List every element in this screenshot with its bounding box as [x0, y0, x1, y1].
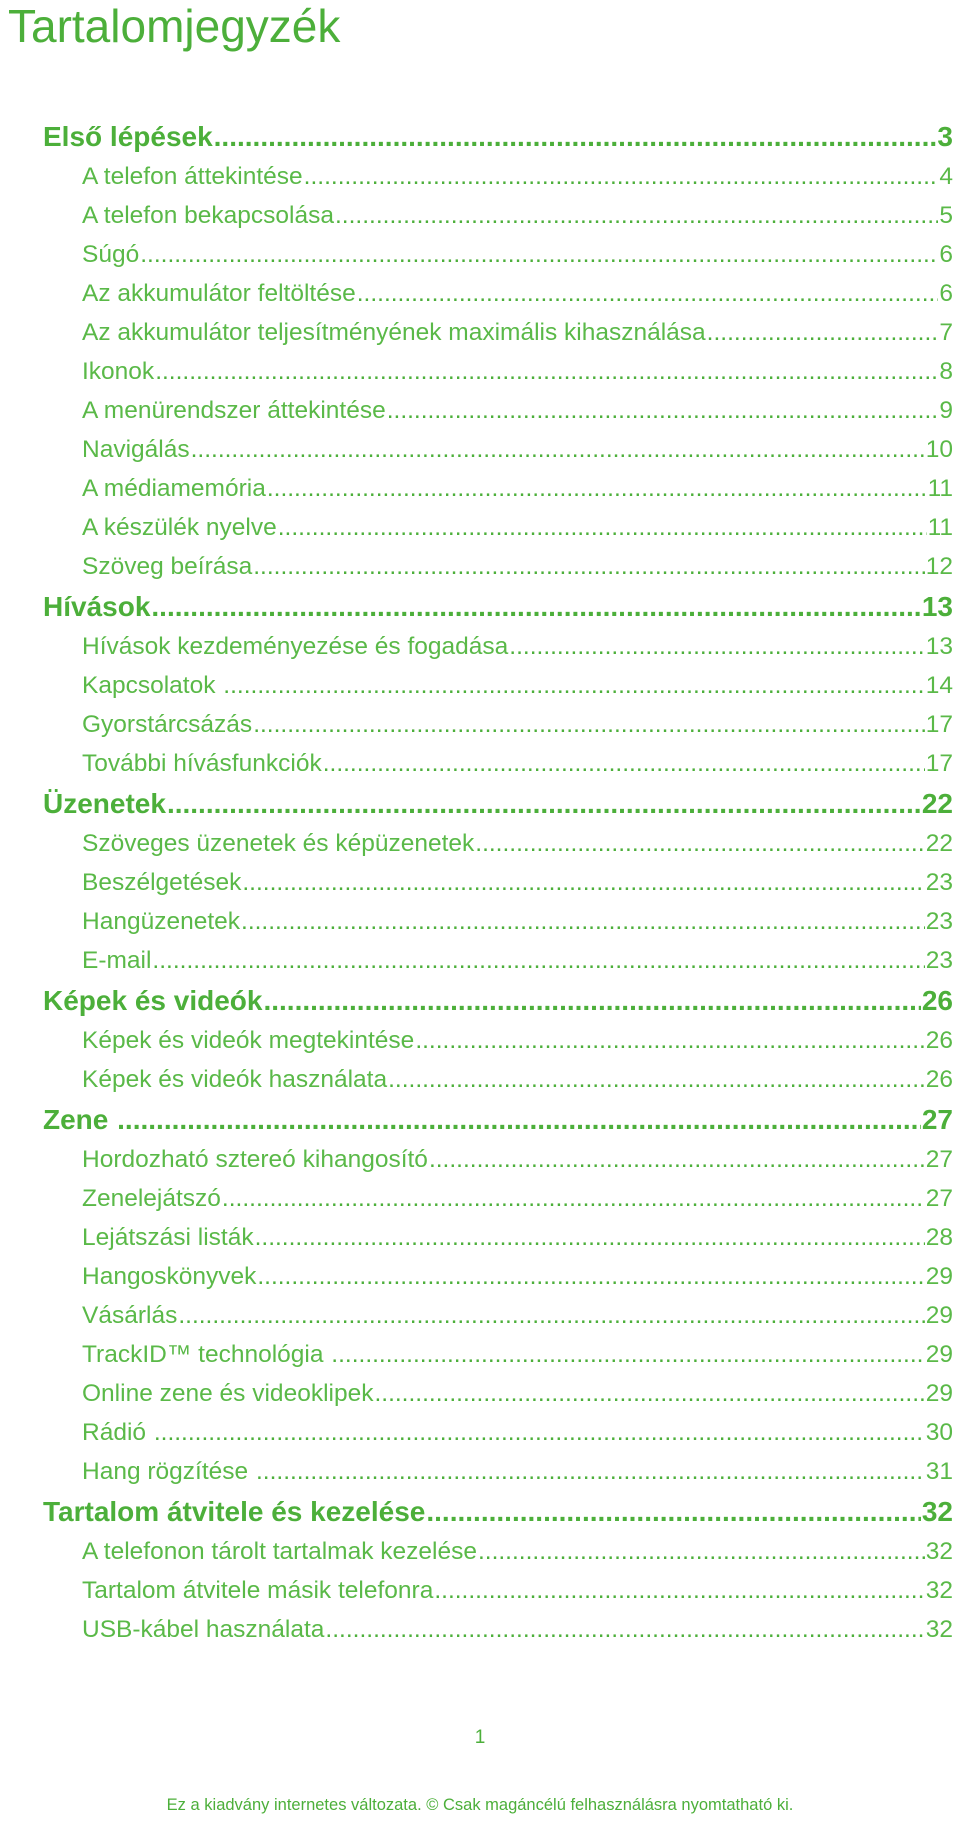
toc-entry-page-number: 5	[939, 202, 953, 229]
toc-entry-title: Hangoskönyvek	[82, 1263, 257, 1290]
toc-entry-title: Kapcsolatok	[82, 672, 223, 699]
toc-entry-page-number: 32	[925, 1616, 953, 1643]
dot-leader	[509, 627, 924, 666]
toc-subsection-entry[interactable]	[43, 1257, 953, 1296]
toc-entry-title: Gyorstárcsázás	[82, 711, 253, 738]
toc-subsection-entry[interactable]	[43, 391, 953, 430]
toc-entry-page-number: 32	[925, 1538, 953, 1565]
dot-leader	[374, 1374, 924, 1413]
dot-leader	[325, 1610, 924, 1649]
toc-entry-page-number: 6	[939, 241, 953, 268]
toc-entry-title: A médiamemória	[82, 475, 266, 502]
toc-entry-page-number: 13	[925, 633, 953, 660]
toc-entry-page-number: 3	[937, 121, 953, 152]
footer-note: Ez a kiadvány internetes változata. © Csak magáncélú felhasználásra nyomtatható ki.	[166, 1796, 794, 1814]
toc-entry-title: Navigálás	[82, 436, 190, 463]
dot-leader	[387, 391, 939, 430]
dot-leader	[155, 352, 938, 391]
toc-subsection-entry[interactable]	[43, 1296, 953, 1335]
toc-subsection-entry[interactable]	[43, 666, 953, 705]
toc-subsection-entry[interactable]	[43, 1140, 953, 1179]
toc-section-entry[interactable]	[43, 783, 953, 824]
toc-entry-title: Az akkumulátor feltöltése	[82, 280, 356, 307]
toc-entry-page-number: 28	[925, 1224, 953, 1251]
dot-leader	[257, 1257, 924, 1296]
toc-entry-title: Üzenetek	[43, 788, 166, 819]
toc-subsection-entry[interactable]	[43, 196, 953, 235]
dot-leader	[214, 116, 937, 157]
toc-entry-title: A telefonon tárolt tartalmak kezelése	[82, 1538, 477, 1565]
toc-entry-page-number: 14	[925, 672, 953, 699]
dot-leader	[707, 313, 939, 352]
dot-leader	[323, 744, 925, 783]
toc-entry-page-number: 22	[921, 788, 953, 819]
dot-leader	[117, 1099, 921, 1140]
toc-entry-title: Képek és videók	[43, 985, 263, 1016]
dot-leader	[223, 666, 924, 705]
toc-entry-title: Az akkumulátor teljesítményének maximális kihasználása	[82, 319, 706, 346]
toc-subsection-entry[interactable]	[43, 744, 953, 783]
toc-entry-title: Hangüzenetek	[82, 908, 241, 935]
toc-section-entry[interactable]	[43, 1099, 953, 1140]
toc-entry-page-number: 29	[925, 1302, 953, 1329]
toc-entry-title: Rádió	[82, 1419, 153, 1446]
toc-subsection-entry[interactable]	[43, 1179, 953, 1218]
toc-entry-title: E-mail	[82, 947, 152, 974]
toc-subsection-entry[interactable]	[43, 508, 953, 547]
dot-leader	[222, 1179, 925, 1218]
toc-entry-page-number: 27	[925, 1185, 953, 1212]
toc-entry-title: Lejátszási listák	[82, 1224, 254, 1251]
dot-leader	[154, 1413, 925, 1452]
toc-entry-title: Ikonok	[82, 358, 155, 385]
toc-subsection-entry[interactable]	[43, 313, 953, 352]
toc-entry-title: Tartalom átvitele és kezelése	[43, 1496, 426, 1527]
dot-leader	[241, 902, 925, 941]
toc-entry-page-number: 11	[927, 475, 953, 502]
toc-entry-page-number: 30	[925, 1419, 953, 1446]
toc-entry-title: További hívásfunkciók	[82, 750, 322, 777]
dot-leader	[415, 1021, 924, 1060]
toc-entry-page-number: 6	[939, 280, 953, 307]
page-title: Tartalomjegyzék	[8, 0, 341, 52]
toc-entry-title: Beszélgetések	[82, 869, 242, 896]
toc-entry-page-number: 27	[925, 1146, 953, 1173]
dot-leader	[253, 705, 925, 744]
toc-subsection-entry[interactable]	[43, 902, 953, 941]
toc-entry-title: Képek és videók megtekintése	[82, 1027, 415, 1054]
toc-entry-title: Első lépések	[43, 121, 213, 152]
toc-entry-title: Tartalom átvitele másik telefonra	[82, 1577, 434, 1604]
dot-leader	[152, 941, 924, 980]
toc-subsection-entry[interactable]	[43, 1335, 953, 1374]
dot-leader	[178, 1296, 924, 1335]
toc-entry-title: Szöveg beírása	[82, 553, 253, 580]
toc-entry-page-number: 17	[925, 750, 953, 777]
toc-entry-page-number: 23	[925, 869, 953, 896]
dot-leader	[140, 235, 938, 274]
toc-section-entry[interactable]	[43, 116, 953, 157]
toc-subsection-entry[interactable]	[43, 1021, 953, 1060]
toc-entry-page-number: 4	[939, 163, 953, 190]
toc-entry-page-number: 23	[925, 947, 953, 974]
toc-subsection-entry[interactable]	[43, 1060, 953, 1099]
toc-subsection-entry[interactable]	[43, 941, 953, 980]
toc-subsection-entry[interactable]	[43, 627, 953, 666]
dot-leader	[167, 783, 921, 824]
toc-entry-title: Hívások kezdeményezése és fogadása	[82, 633, 509, 660]
toc-subsection-entry[interactable]	[43, 1532, 953, 1571]
toc-subsection-entry[interactable]	[43, 235, 953, 274]
toc-entry-page-number: 13	[921, 591, 953, 622]
toc-section-entry[interactable]	[43, 586, 953, 627]
dot-leader	[475, 824, 924, 863]
toc-entry-title: Képek és videók használata	[82, 1066, 388, 1093]
toc-entry-page-number: 22	[925, 830, 953, 857]
toc-entry-page-number: 26	[921, 985, 953, 1016]
toc-entry-page-number: 17	[925, 711, 953, 738]
toc-entry-page-number: 12	[925, 553, 953, 580]
dot-leader	[426, 1491, 920, 1532]
toc-subsection-entry[interactable]	[43, 705, 953, 744]
toc-subsection-entry[interactable]	[43, 547, 953, 586]
toc-entry-page-number: 27	[921, 1104, 953, 1135]
dot-leader	[255, 1218, 925, 1257]
toc-subsection-entry[interactable]	[43, 1610, 953, 1649]
toc-entry-title: Súgó	[82, 241, 140, 268]
dot-leader	[151, 586, 920, 627]
toc-subsection-entry[interactable]	[43, 430, 953, 469]
toc-entry-title: Vásárlás	[82, 1302, 178, 1329]
toc-subsection-entry[interactable]	[43, 274, 953, 313]
toc-entry-page-number: 26	[925, 1027, 953, 1054]
toc-entry-page-number: 7	[939, 319, 953, 346]
dot-leader	[191, 430, 925, 469]
toc-entry-title: A telefon áttekintése	[82, 163, 303, 190]
toc-subsection-entry[interactable]	[43, 1452, 953, 1491]
toc-entry-title: USB-kábel használata	[82, 1616, 325, 1643]
dot-leader	[263, 980, 920, 1021]
toc-subsection-entry[interactable]	[43, 1374, 953, 1413]
toc-entry-page-number: 26	[925, 1066, 953, 1093]
dot-leader	[304, 157, 939, 196]
dot-leader	[278, 508, 927, 547]
page-number: 1	[474, 1727, 486, 1748]
dot-leader	[478, 1532, 925, 1571]
toc-entry-page-number: 31	[925, 1458, 953, 1485]
toc-entry-page-number: 23	[925, 908, 953, 935]
dot-leader	[253, 547, 924, 586]
toc-entry-page-number: 11	[927, 514, 953, 541]
toc-entry-title: Hordozható sztereó kihangosító	[82, 1146, 428, 1173]
toc-subsection-entry[interactable]	[43, 863, 953, 902]
toc-entry-title: Online zene és videoklipek	[82, 1380, 374, 1407]
toc-entry-page-number: 29	[925, 1380, 953, 1407]
toc-entry-page-number: 9	[939, 397, 953, 424]
toc-entry-title: Hívások	[43, 591, 151, 622]
toc-entry-title: Zene	[43, 1104, 117, 1135]
dot-leader	[242, 863, 924, 902]
dot-leader	[429, 1140, 925, 1179]
toc-entry-page-number: 8	[939, 358, 953, 385]
toc-entry-title: Hang rögzítése	[82, 1458, 255, 1485]
toc-subsection-entry[interactable]	[43, 1218, 953, 1257]
dot-leader	[267, 469, 927, 508]
toc-subsection-entry[interactable]	[43, 352, 953, 391]
dot-leader	[335, 196, 938, 235]
toc-subsection-entry[interactable]	[43, 1413, 953, 1452]
toc-entry-title: Szöveges üzenetek és képüzenetek	[82, 830, 475, 857]
dot-leader	[388, 1060, 925, 1099]
toc-entry-title: A készülék nyelve	[82, 514, 277, 541]
toc-entry-page-number: 32	[925, 1577, 953, 1604]
dot-leader	[256, 1452, 925, 1491]
dot-leader	[357, 274, 939, 313]
toc-entry-page-number: 10	[925, 436, 953, 463]
toc-subsection-entry[interactable]	[43, 1571, 953, 1610]
toc-entry-page-number: 29	[925, 1341, 953, 1368]
toc-entry-title: A telefon bekapcsolása	[82, 202, 334, 229]
toc-entry-title: TrackID™ technológia	[82, 1341, 331, 1368]
table-of-contents	[43, 116, 953, 1649]
toc-entry-page-number: 32	[921, 1496, 953, 1527]
toc-section-entry[interactable]	[43, 980, 953, 1021]
toc-entry-page-number: 29	[925, 1263, 953, 1290]
toc-entry-title: A menürendszer áttekintése	[82, 397, 386, 424]
toc-subsection-entry[interactable]	[43, 469, 953, 508]
toc-section-entry[interactable]	[43, 1491, 953, 1532]
dot-leader	[434, 1571, 924, 1610]
toc-subsection-entry[interactable]	[43, 824, 953, 863]
dot-leader	[331, 1335, 924, 1374]
toc-entry-title: Zenelejátszó	[82, 1185, 221, 1212]
toc-subsection-entry[interactable]	[43, 157, 953, 196]
